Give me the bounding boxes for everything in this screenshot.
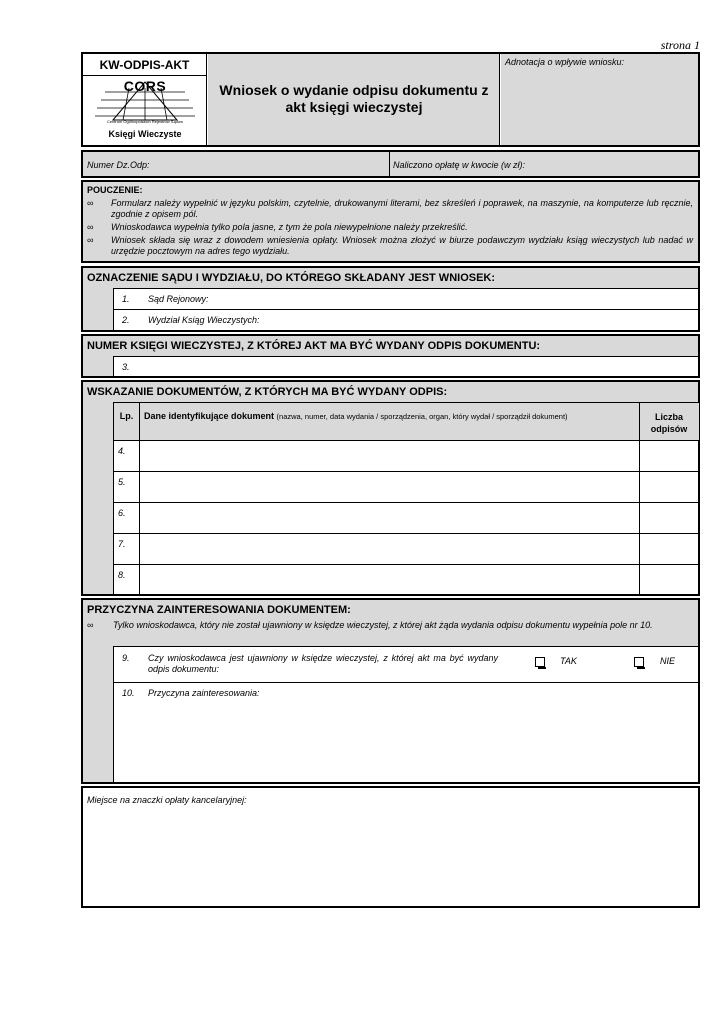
instruction-item: Formularz należy wypełnić w języku polskim, czytelnie, drukowanymi literami, bez skreśleń i poprawek, na maszynie, na komputerze lub ręcznie, zgodnie z opisem pól. (111, 198, 693, 219)
bullet-icon: ∞ (87, 222, 94, 232)
department-field[interactable]: Wydział Ksiąg Wieczystych: (148, 315, 260, 325)
court-name-field[interactable]: Sąd Rejonowy: (148, 294, 209, 304)
row-number: 3. (122, 362, 130, 372)
col-count-header: Liczba odpisów (650, 412, 688, 434)
table-row[interactable] (114, 503, 699, 534)
row-number: 6. (118, 508, 126, 518)
instructions-block (81, 180, 700, 263)
documents-section-title: WSKAZANIE DOKUMENTÓW, Z KTÓRYCH MA BYĆ WYDANY ODPIS: (87, 386, 448, 398)
question-9-row (113, 646, 698, 682)
col-data-header: Dane identyfikujące dokument (nazwa, numer, data wydania / sporządzenia, organ, który wydał / sporządził dokument) (144, 411, 568, 421)
fee-label: Naliczono opłatę w kwocie (w zł): (393, 160, 526, 170)
question-10-field[interactable] (113, 682, 698, 782)
row-number: 10. (122, 688, 135, 698)
documents-table (113, 402, 698, 594)
row-number: 2. (122, 315, 130, 325)
table-row[interactable] (114, 534, 699, 565)
court-section (81, 266, 700, 332)
form-code: KW-ODPIS-AKT (99, 58, 190, 72)
logo-subtext: Centrum Ogólnopolskich Rejestrów Sądów (106, 119, 184, 124)
no-label: NIE (660, 656, 676, 666)
question-9-text: Czy wnioskodawca jest ujawniony w księdze wieczystej, z której akt ma być wydany odpis dokumentu: (148, 653, 498, 674)
bullet-icon: ∞ (87, 620, 94, 630)
interest-note: Tylko wnioskodawca, który nie został ujawniony w księdze wieczystej, z której akt żąda wydania odpisu dokumentu wypełnia pole nr 10. (113, 620, 653, 630)
row-number: 5. (118, 477, 126, 487)
table-row[interactable] (114, 565, 699, 595)
row-number: 1. (122, 294, 130, 304)
row-number: 7. (118, 539, 126, 549)
page-number: strona 1 (660, 38, 700, 52)
instruction-item: Wnioskodawca wypełnia tylko pola jasne, z tym że pola niewypełnione należy przekreślić. (111, 222, 468, 232)
col-lp-header: Lp. (119, 411, 134, 421)
interest-section-title: PRZYCZYNA ZAINTERESOWANIA DOKUMENTEM: (87, 604, 351, 616)
book-section-title: NUMER KSIĘGI WIECZYSTEJ, Z KTÓREJ AKT MA BYĆ WYDANY ODPIS DOKUMENTU: (87, 340, 541, 352)
logo-caption: Księgi Wieczyste (108, 129, 182, 139)
book-number-section (81, 334, 700, 378)
bullet-icon: ∞ (87, 235, 94, 245)
form-title: Wniosek o wydanie odpisu dokumentu z akt księgi wieczystej (219, 82, 489, 115)
yes-checkbox[interactable] (535, 653, 545, 671)
logo-text: CORS (123, 78, 167, 94)
question-10-text: Przyczyna zainteresowania: (148, 688, 260, 698)
bullet-icon: ∞ (87, 198, 94, 208)
interest-section (81, 598, 700, 784)
no-checkbox[interactable] (634, 653, 644, 671)
logo (83, 76, 207, 145)
court-section-title: OZNACZENIE SĄDU I WYDZIAŁU, DO KTÓREGO SKŁADANY JEST WNIOSEK: (87, 272, 496, 284)
case-number-label: Numer Dz.Odp: (87, 160, 150, 170)
header-block (81, 52, 700, 147)
office-fields-row (81, 150, 700, 178)
documents-section (81, 380, 700, 596)
stamp-label: Miejsce na znaczki opłaty kancelaryjnej: (87, 795, 247, 805)
yes-label: TAK (560, 656, 577, 666)
row-number: 8. (118, 570, 126, 580)
table-row[interactable] (114, 472, 699, 503)
row-number: 9. (122, 653, 130, 663)
row-number: 4. (118, 446, 126, 456)
annotation-label: Adnotacja o wpływie wniosku: (505, 57, 625, 67)
table-row[interactable] (114, 441, 699, 472)
instruction-item: Wniosek składa się wraz z dowodem wniesienia opłaty. Wniosek można złożyć w biurze podawczym wydziału ksiąg wieczystych lub nadać w urzędzie pocztowym na adres tego wydziału. (111, 235, 693, 256)
instructions-title: POUCZENIE: (87, 185, 143, 195)
stamp-section[interactable] (81, 786, 700, 908)
